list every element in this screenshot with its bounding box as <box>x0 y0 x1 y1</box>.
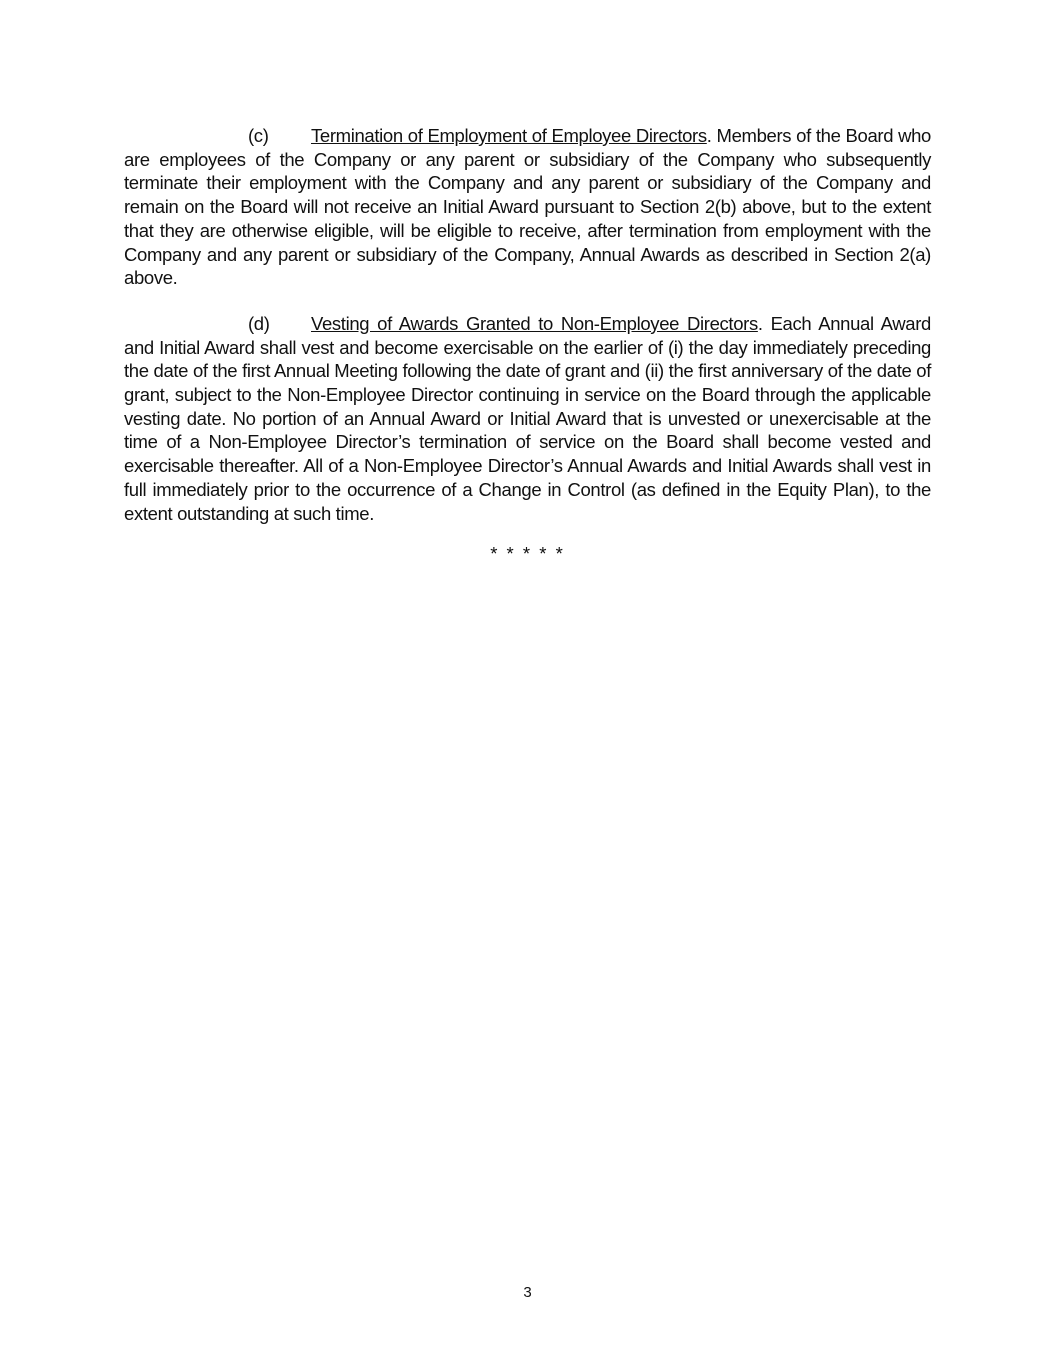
page-number: 3 <box>523 1284 532 1301</box>
paragraph-label: (c) <box>248 125 269 146</box>
section-heading: Termination of Employment of Employee Directors <box>311 125 707 146</box>
paragraph-d <box>124 312 931 525</box>
paragraph-text: . Each Annual Award and Initial Award shall vest and become exercisable on the earlier of (i) the day immediately preceding the date of the first Annual Meeting following the date of grant and (ii) the first anniversary of the date of grant, subject to the Non-Employee Director continuing in service on the Board through the applicable vesting date. No portion of an Annual Award or Initial Award that is unvested or unexercisable at the time of a Non-Employee Director’s termination of service on the Board shall become vested and exercisable thereafter. All of a Non-Employee Director’s Annual Awards and Initial Awards shall vest in full immediately prior to the occurrence of a Change in Control (as defined in the Equity Plan), to the extent outstanding at such time. <box>124 312 931 524</box>
document-body <box>124 124 931 525</box>
paragraph-label: (d) <box>248 312 270 334</box>
paragraph-text: . Members of the Board who are employees of the Company or any parent or subsidiary of the Company who subsequently terminate their employment with the Company and any parent or subsidiary of the Company and remain on the Board will not receive an Initial Award pursuant to Section 2(b) above, but to the extent that they are otherwise eligible, will be eligible to receive, after termination from employment with the Company and any parent or subsidiary of the Company, Annual Awards as described in Section 2(a) above. <box>124 125 931 289</box>
paragraph-c <box>124 124 931 290</box>
section-separator: * * * * * <box>490 543 565 564</box>
section-heading: Vesting of Awards Granted to Non-Employee Directors <box>311 312 758 334</box>
